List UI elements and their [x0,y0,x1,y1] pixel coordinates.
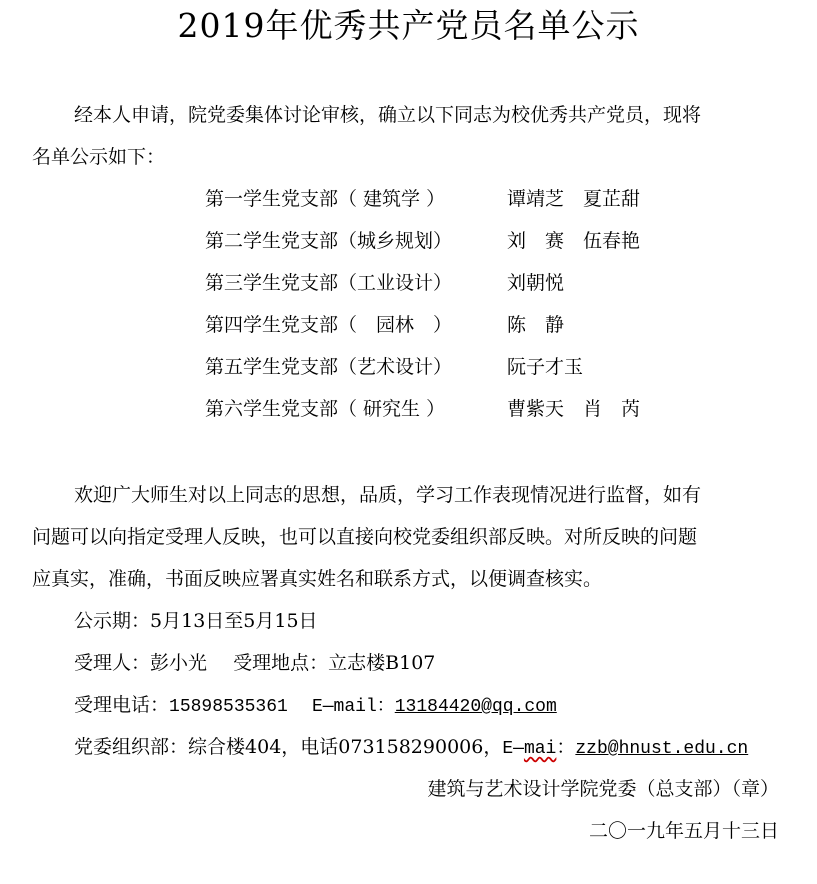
branch-dept: 第六学生党支部（ 研究生 ） [205,398,446,420]
org-email-label-prefix: E— [502,739,524,759]
branch-names: 曹紫天 肖 芮 [507,398,641,420]
branch-row [205,353,583,381]
org-email-label-suffix: ： [556,736,576,758]
branch-dept: 第三学生党支部（工业设计） [205,272,453,294]
branch-row [205,395,640,423]
signature: 建筑与艺术设计学院党委（总支部）（章） [427,778,779,800]
branch-dept: 第五学生党支部（艺术设计） [205,356,453,378]
branch-row [205,311,564,339]
branch-names: 刘 赛 伍春艳 [507,230,641,252]
branch-names: 陈 静 [507,314,565,336]
phone-label: 受理电话： [74,694,170,716]
handler-row [74,649,435,677]
period-label: 公示期： [74,610,151,632]
phone-row [74,691,557,721]
email-label: E—mail： [311,697,395,717]
org-label: 党委组织部： [74,736,189,758]
branch-dept: 第四学生党支部（ 园林 ） [205,314,453,336]
org-row [74,733,748,763]
issue-date: 二〇一九年五月十三日 [588,820,779,842]
org-text: 综合楼404，电话073158290006， [188,736,503,758]
notice-line-3: 应真实，准确，书面反映应署真实姓名和联系方式，以便调查核实。 [32,568,603,590]
email-link[interactable]: 13184420@qq.com [394,697,557,717]
period-value: 5月13日至5月15日 [150,610,318,632]
branch-dept: 第二学生党支部（城乡规划） [205,230,453,252]
branch-names: 刘朝悦 [507,272,565,294]
branch-row [205,269,564,297]
intro-line-1: 经本人申请，院党委集体讨论审核，确立以下同志为校优秀共产党员，现将 [74,104,702,126]
handler-label: 受理人： [74,652,151,674]
period-row [74,607,318,635]
phone-number: 15898535361 [169,697,288,717]
notice-line-1: 欢迎广大师生对以上同志的思想，品质，学习工作表现情况进行监督，如有 [74,484,702,506]
branch-dept: 第一学生党支部（ 建筑学 ） [205,188,446,210]
page-title: 2019年优秀共产党员名单公示 [177,6,640,45]
notice-line-2: 问题可以向指定受理人反映，也可以直接向校党委组织部反映。对所反映的问题 [32,526,698,548]
place-value: 立志楼B107 [328,652,436,674]
branch-row [205,227,640,255]
branch-names: 谭靖芝 夏芷甜 [507,188,641,210]
branch-row [205,185,640,213]
handler-name: 彭小光 [150,652,208,674]
place-label: 受理地点： [233,652,329,674]
spellcheck-mark: mai [523,739,557,759]
branch-names: 阮子才玉 [507,356,584,378]
intro-line-2: 名单公示如下： [32,146,166,168]
org-email-link[interactable]: zzb@hnust.edu.cn [575,739,749,759]
